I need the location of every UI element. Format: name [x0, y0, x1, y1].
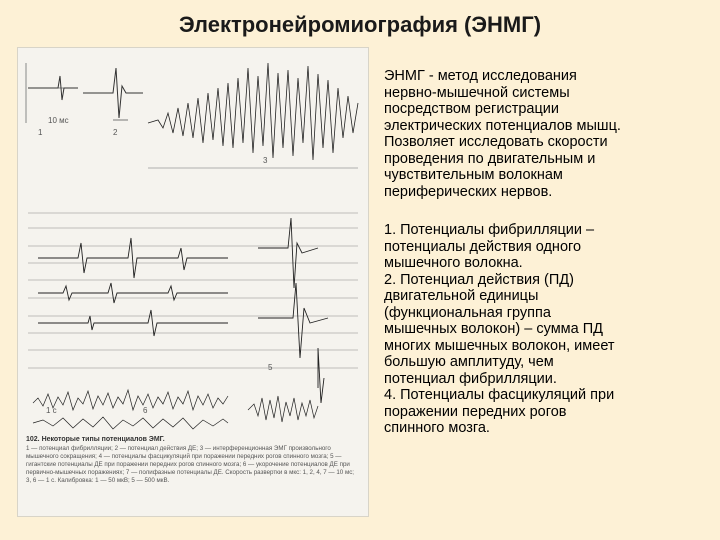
figure-caption [26, 436, 360, 485]
slide-title: Электронейромиография (ЭНМГ) [178, 12, 542, 37]
trace-panel-6 [33, 390, 318, 429]
scale-label: 10 мс [48, 116, 69, 125]
label-1: 1 [38, 128, 43, 137]
label-1s: 1 с [46, 406, 57, 415]
description-block [384, 68, 714, 437]
label-2: 2 [113, 128, 118, 137]
label-5: 5 [268, 363, 273, 372]
trace-panel-1 [26, 63, 78, 123]
label-6: 6 [143, 406, 148, 415]
ruled-lines [28, 213, 358, 368]
trace-panel-2 [83, 68, 143, 120]
description-paragraph: ЭНМГ - метод исследования нервно-мышечной системы посредством регистрации электрических потенциалов мышц. Позволяет исследовать скорости проведения по двигательным и чувствительным волокнам периферических нервов. [384, 68, 621, 200]
trace-panel-4 [38, 238, 228, 336]
label-3: 3 [263, 156, 268, 165]
emg-figure [17, 47, 369, 517]
caption-text: 1 — потенциал фибрилляции; 2 — потенциал действия ДЕ; 3 — интерференционная ЭМГ произвольного мышечного сокращения; 4 — потенциалы фасцикуляций при поражении передних рогов спинного мозга; 5 — гигантские потенциалы ДЕ при поражении передних рогов спинного мозга; 6 — укорочение потенциалов ДЕ при первично-мышечных поражениях; 7 — полифазные потенциалы ДЕ. Скорость развертки в мкс: 1, 2, 4, 7 — 10 мс; 3, 6 — 1 с. Калибровка: 1 — 50 мкВ; 5 — 500 мкВ. [26, 445, 355, 484]
caption-title: 102. Некоторые типы потенциалов ЭМГ. [26, 436, 165, 443]
potentials-list: 1. Потенциалы фибрилляции – потенциалы действия одного мышечного волокна. 2. Потенциал действия (ПД) двигательной единицы (функциональная группа мышечных волокон) – сумма ПД многих мышечных волокон, имеет большую амплитуду, чем потенциал фибрилляции. 4. Потенциалы фасцикуляций при поражении передних рогов спинного мозга. [384, 222, 615, 436]
trace-panel-3 [148, 63, 358, 168]
